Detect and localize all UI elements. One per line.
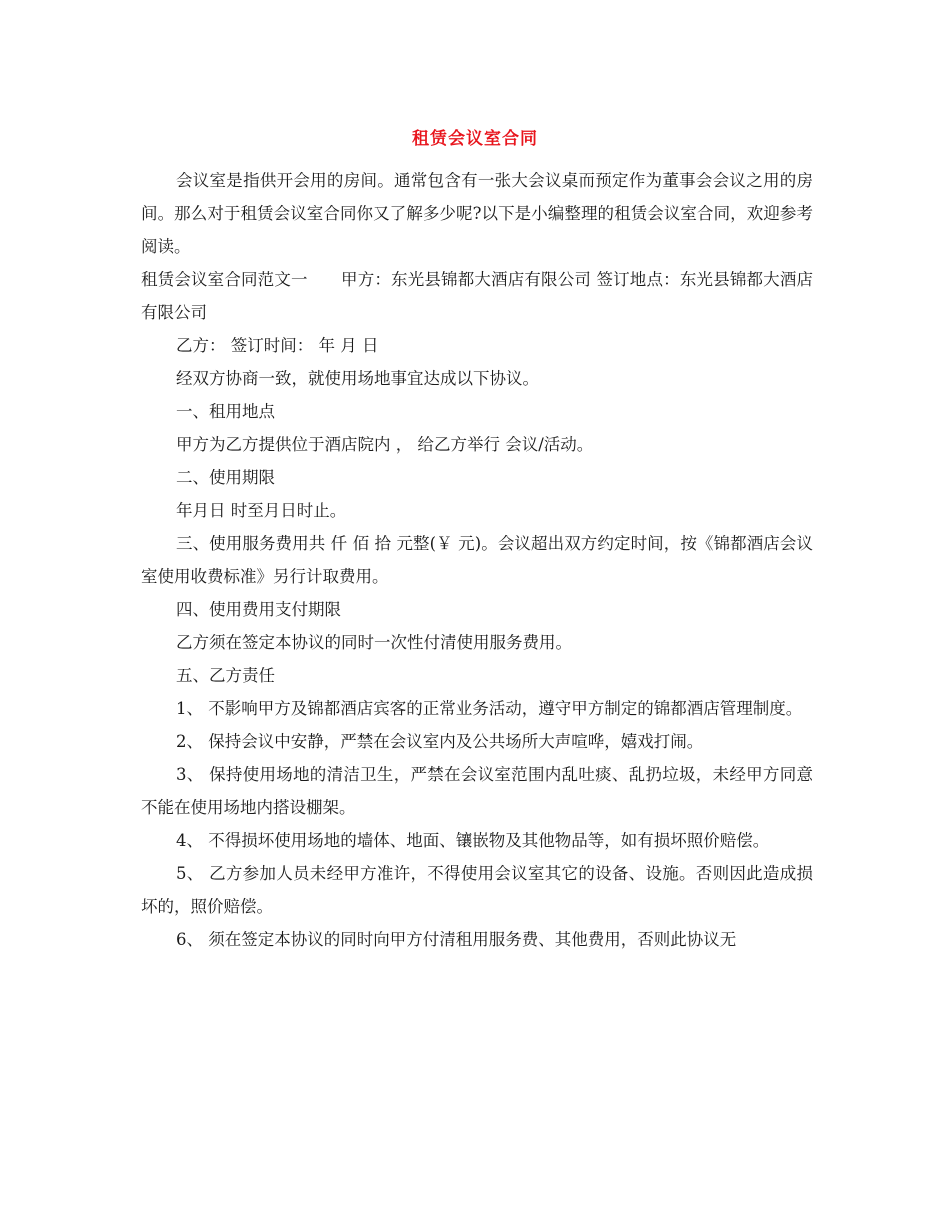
document-body (141, 164, 813, 956)
section-heading-5: 五、乙方责任 (176, 666, 275, 685)
clause-item-1: 1、 不影响甲方及锦都酒店宾客的正常业务活动，遵守甲方制定的锦都酒店管理制度。 (176, 699, 803, 718)
section-body-2: 年月日 时至月日时止。 (176, 501, 347, 520)
section-body-1: 甲方为乙方提供位于酒店院内 ， 给乙方举行 会议/活动。 (176, 435, 594, 454)
clause-item-4: 4、 不得损坏使用场地的墙体、地面、镶嵌物及其他物品等，如有损坏照价赔偿。 (176, 831, 770, 850)
section-body-4: 乙方须在签定本协议的同时一次性付清使用服务费用。 (176, 633, 572, 652)
clause-item-6: 6、 须在签定本协议的同时向甲方付清租用服务费、其他费用，否则此协议无 (176, 930, 737, 949)
clause-item-2: 2、 保持会议中安静，严禁在会议室内及公共场所大声喧哗，嬉戏打闹。 (176, 732, 704, 751)
section-3-fees: 三、使用服务费用共 仟 佰 拾 元整(￥ 元)。会议超出双方约定时间，按《锦都酒店会议室使用收费标准》另行计取费用。 (141, 534, 813, 586)
clause-item-3: 3、 保持使用场地的清洁卫生，严禁在会议室范围内乱吐痰、乱扔垃圾，未经甲方同意不能在使用场地内搭设棚架。 (141, 765, 813, 817)
party-b-line: 乙方： 签订时间： 年 月 日 (176, 336, 379, 355)
clause-item-5: 5、 乙方参加人员未经甲方准许，不得使用会议室其它的设备、设施。否则因此造成损坏的，照价赔偿。 (141, 864, 813, 916)
agreement-statement: 经双方协商一致，就使用场地事宜达成以下协议。 (176, 369, 539, 388)
section-heading-1: 一、租用地点 (176, 402, 275, 421)
section-heading-2: 二、使用期限 (176, 468, 275, 487)
intro-paragraph: 会议室是指供开会用的房间。通常包含有一张大会议桌而预定作为董事会会议之用的房间。那么对于租赁会议室合同你又了解多少呢?以下是小编整理的租赁会议室合同，欢迎参考阅读。 (141, 171, 813, 256)
document-title: 租赁会议室合同 (412, 129, 538, 149)
contract-header-line: 租赁会议室合同范文一 甲方：东光县锦都大酒店有限公司 签订地点：东光县锦都大酒店有限公司 (141, 270, 813, 322)
section-heading-4: 四、使用费用支付期限 (176, 600, 341, 619)
